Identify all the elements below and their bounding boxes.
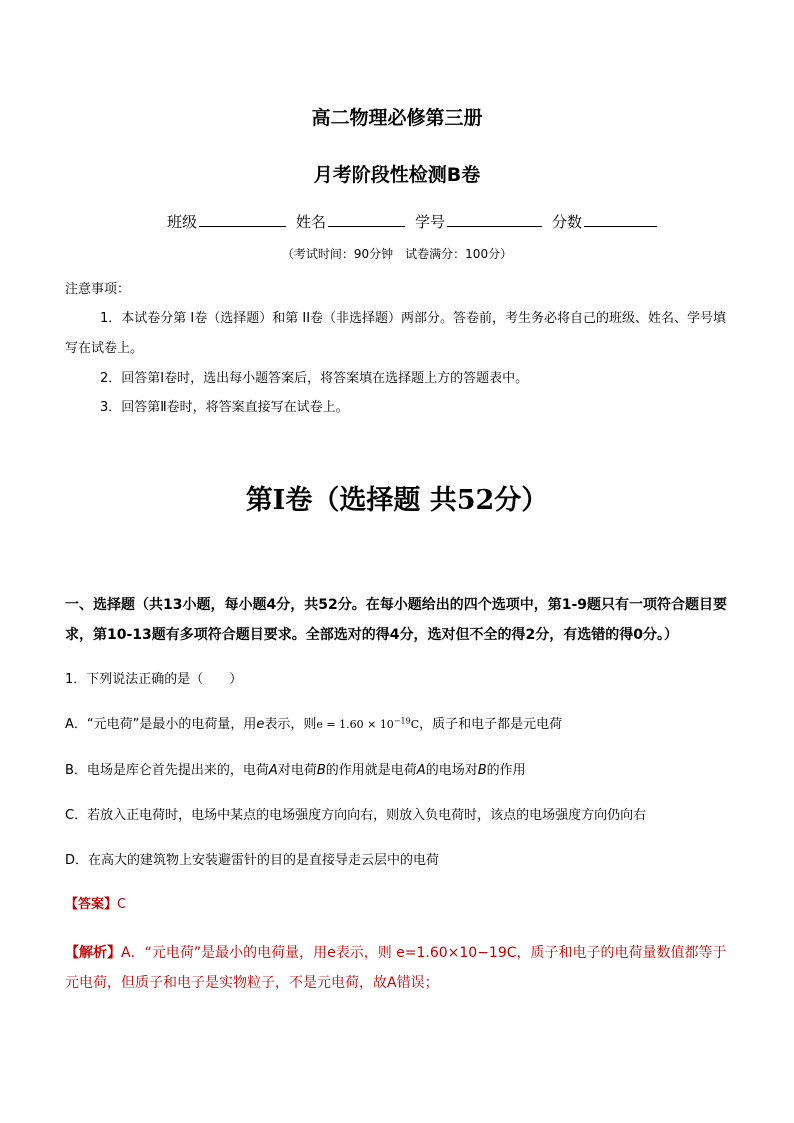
exam-time-note: （考试时间：90分钟 试卷满分：100分） — [281, 247, 513, 261]
notice-item-3: 3．回答第Ⅱ卷时，将答案直接写在试卷上。 — [100, 400, 349, 415]
option-b-text-5: 的作用 — [486, 763, 526, 778]
notice-heading: 注意事项： — [65, 282, 131, 297]
option-b-var-b2: B — [477, 763, 487, 778]
option-b-var-a2: A — [416, 763, 426, 778]
analysis-text: A．“元电荷”是最小的电荷量，用e表示，则 e=1.60×10−19C，质子和电子的电荷量数值都等于元电荷，但质子和电子是实物粒子，不是元电荷，故A错误； — [65, 945, 727, 991]
notice-item-2: 2．回答第Ⅰ卷时，选出每小题答案后，将答案填在选择题上方的答题表中。 — [100, 371, 529, 386]
name-field — [296, 211, 405, 232]
question-1-stem: 1．下列说法正确的是（ ） — [65, 672, 243, 687]
question-1-option-b[interactable] — [65, 759, 526, 778]
option-b-var-a1: A — [268, 763, 278, 778]
part-description: 一、选择题（共13小题，每小题4分，共52分。在每小题给出的四个选项中，第1-9题只有一项符合题目要求，第10-13题有多项符合题目要求。全部选对的得4分，选对但不全的得2分，有选错的得0分。） — [65, 597, 727, 643]
option-b-var-b1: B — [316, 763, 326, 778]
option-a-formula-unit: C — [410, 718, 420, 731]
option-a-formula-base: e = 1.60 × 10 — [316, 718, 394, 731]
analysis-block — [65, 938, 735, 998]
question-1-option-c[interactable]: C．若放入正电荷时，电场中某点的电场强度方向向右，则放入负电荷时，该点的电场强度方向仍向右 — [65, 808, 647, 823]
option-b-text-1: B．电场是库仑首先提出来的，电荷 — [65, 763, 269, 778]
answer-value: C — [117, 897, 127, 912]
class-field — [167, 211, 286, 232]
name-label: 姓名 — [296, 213, 327, 231]
student-id-label: 学号 — [415, 213, 446, 231]
answer-tag: 【答案】 — [65, 897, 118, 912]
question-1-option-d[interactable]: D．在高大的建筑物上安装避雷针的目的是直接导走云层中的电荷 — [65, 853, 440, 868]
option-a-formula-exp: −19 — [393, 716, 411, 726]
notice-item-1: 1．本试卷分第 I卷（选择题）和第 II卷（非选择题）两部分。答卷前，考生务必将自己的班级、姓名、学号填写在试卷上。 — [65, 311, 727, 356]
name-blank[interactable] — [328, 212, 405, 227]
score-field — [552, 211, 657, 232]
option-a-var: e — [256, 717, 265, 732]
score-label: 分数 — [552, 213, 583, 231]
answer-line — [65, 893, 126, 912]
student-id-field — [415, 211, 542, 232]
option-b-text-4: 的电场对 — [425, 763, 478, 778]
option-b-text-3: 的作用就是电荷 — [325, 763, 417, 778]
option-a-text-2: 表示，则 — [264, 717, 317, 732]
section-title: 第Ⅰ卷（选择题 共52分） — [245, 485, 549, 516]
analysis-tag: 【解析】 — [65, 945, 121, 961]
option-a-text-3: ，质子和电子都是元电荷 — [419, 717, 563, 732]
exam-title: 高二物理必修第三册 — [311, 107, 483, 129]
option-a-formula — [316, 718, 419, 731]
exam-subtitle: 月考阶段性检测B卷 — [313, 164, 481, 186]
student-id-blank[interactable] — [447, 212, 542, 227]
score-blank[interactable] — [584, 212, 657, 227]
option-b-text-2: 对电荷 — [277, 763, 317, 778]
question-1-option-a[interactable] — [65, 713, 562, 732]
class-blank[interactable] — [199, 212, 286, 227]
student-info-row — [167, 211, 667, 232]
option-a-text-1: A．“元电荷”是最小的电荷量，用 — [65, 717, 257, 732]
class-label: 班级 — [167, 213, 198, 231]
